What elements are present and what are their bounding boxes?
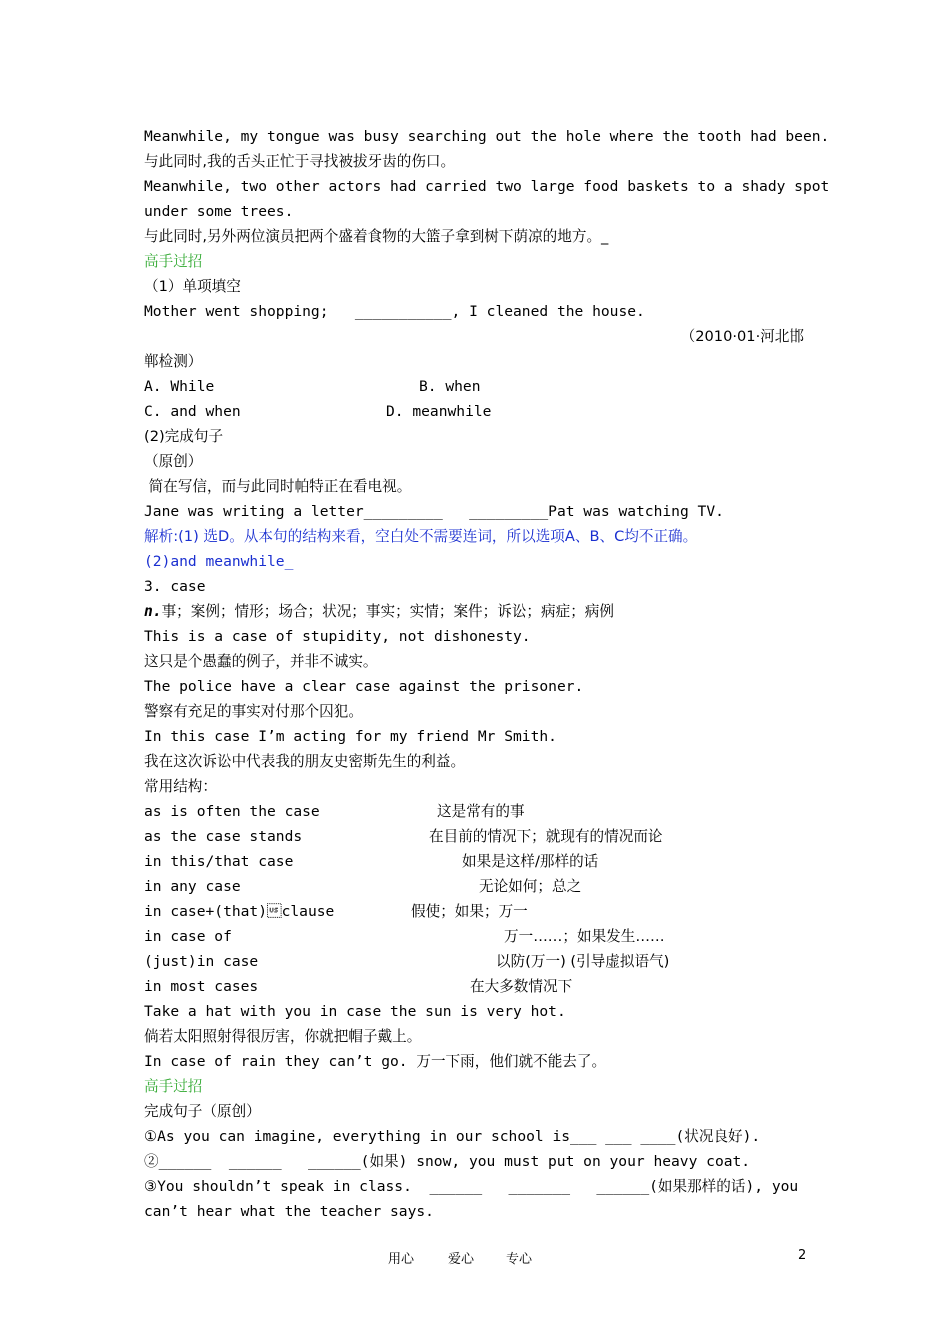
structure-en: in most cases — [144, 978, 259, 995]
text-line: 我在这次诉讼中代表我的朋友史密斯先生的利益。 — [144, 753, 466, 770]
option-b: B. when — [419, 378, 481, 395]
text-line: 与此同时,另外两位演员把两个盛着食物的大篮子拿到树下荫凉的地方。_ — [144, 228, 609, 245]
section-heading: 高手过招 — [144, 1078, 203, 1095]
structure-en: in any case — [144, 878, 241, 895]
structure-zh: 无论如何；总之 — [479, 878, 582, 895]
text-line: Take a hat with you in case the sun is very hot. — [144, 1003, 566, 1020]
text-line: under some trees. — [144, 203, 294, 220]
text-line: 郸检测） — [144, 353, 203, 370]
text-line: 倘若太阳照射得很厉害，你就把帽子戴上。 — [144, 1028, 422, 1045]
structure-zh: 在大多数情况下 — [470, 978, 573, 995]
structure-zh: 假使；如果；万一 — [411, 903, 528, 920]
text-line: 这只是个愚蠢的例子，并非不诚实。 — [144, 653, 378, 670]
exercise-line: ③You shouldn’t speak in class. ______ _______ ______(如果那样的话), you — [144, 1178, 799, 1195]
entry-heading: 3. case — [144, 578, 206, 595]
footer-motto: 爱心 — [448, 1252, 475, 1267]
structure-zh: 如果是这样/那样的话 — [462, 853, 599, 870]
text-line: This is a case of stupidity, not dishonesty. — [144, 628, 531, 645]
text-line: （2010·01·河北邯 — [680, 328, 804, 345]
text-line: Meanwhile, two other actors had carried two large food baskets to a shady spot — [144, 178, 830, 195]
option-c: C. and when — [144, 403, 241, 420]
text-line: (2)完成句子 — [144, 428, 224, 445]
text-line: 与此同时,我的舌头正忙于寻找被拔牙齿的伤口。 — [144, 153, 456, 170]
text-line: （原创） — [144, 453, 203, 470]
text-line: In case of rain they can’t go. 万一下雨，他们就不能去了。 — [144, 1053, 607, 1070]
section-heading: 高手过招 — [144, 253, 203, 270]
footer-motto: 用心 — [388, 1252, 415, 1267]
page-footer — [0, 1248, 950, 1268]
text-line: 完成句子（原创） — [144, 1103, 261, 1120]
structure-zh: 这是常有的事 — [437, 803, 525, 820]
structure-en: (just)in case — [144, 953, 259, 970]
text-line: In this case I’m acting for my friend Mr Smith. — [144, 728, 557, 745]
exercise-line: can’t hear what the teacher says. — [144, 1203, 434, 1220]
structure-en: in case+(that) clause — [144, 903, 335, 920]
exercise-line: ①As you can imagine, everything in our school is___ ___ ____(状况良好). — [144, 1128, 761, 1145]
structure-en: in this/that case — [144, 853, 294, 870]
text-line: Mother went shopping; ___________, I cleaned the house. — [144, 303, 645, 320]
text-line: 警察有充足的事实对付那个囚犯。 — [144, 703, 363, 720]
pos-label: n. — [144, 603, 162, 620]
page-number: 2 — [798, 1248, 807, 1263]
definition: 事；案例；情形；场合；状况；事实；实情；案件；诉讼；病症；病例 — [161, 603, 614, 620]
text-line: （1）单项填空 — [144, 278, 241, 295]
text-line: Jane was writing a letter_________ _________Pat was watching TV. — [144, 503, 724, 520]
text-line: The police have a clear case against the prisoner. — [144, 678, 584, 695]
text-line: 简在写信，而与此同时帕特正在看电视。 — [144, 478, 412, 495]
option-d: D. meanwhile — [386, 403, 492, 420]
exercise-line: ②______ ______ ______(如果) snow, you must put on your heavy coat. — [144, 1153, 751, 1170]
answer-line: 解析:(1) 选D。从本句的结构来看，空白处不需要连词，所以选项A、B、C均不正确。 — [144, 528, 698, 545]
structure-en: as the case stands — [144, 828, 303, 845]
structure-zh: 以防(万一) (引导虚拟语气) — [496, 953, 670, 970]
text-line: Meanwhile, my tongue was busy searching out the hole where the tooth had been. — [144, 128, 830, 145]
answer-line: (2)and meanwhile_ — [144, 553, 294, 570]
structure-zh: 万一……；如果发生…… — [504, 928, 665, 945]
structure-en: as is often the case — [144, 803, 320, 820]
text-line: 常用结构： — [144, 778, 217, 795]
option-a: A. While — [144, 378, 215, 395]
structure-en: in case of — [144, 928, 232, 945]
text-line — [144, 599, 614, 624]
structure-zh: 在目前的情况下；就现有的情况而论 — [429, 828, 663, 845]
footer-motto: 专心 — [506, 1252, 533, 1267]
